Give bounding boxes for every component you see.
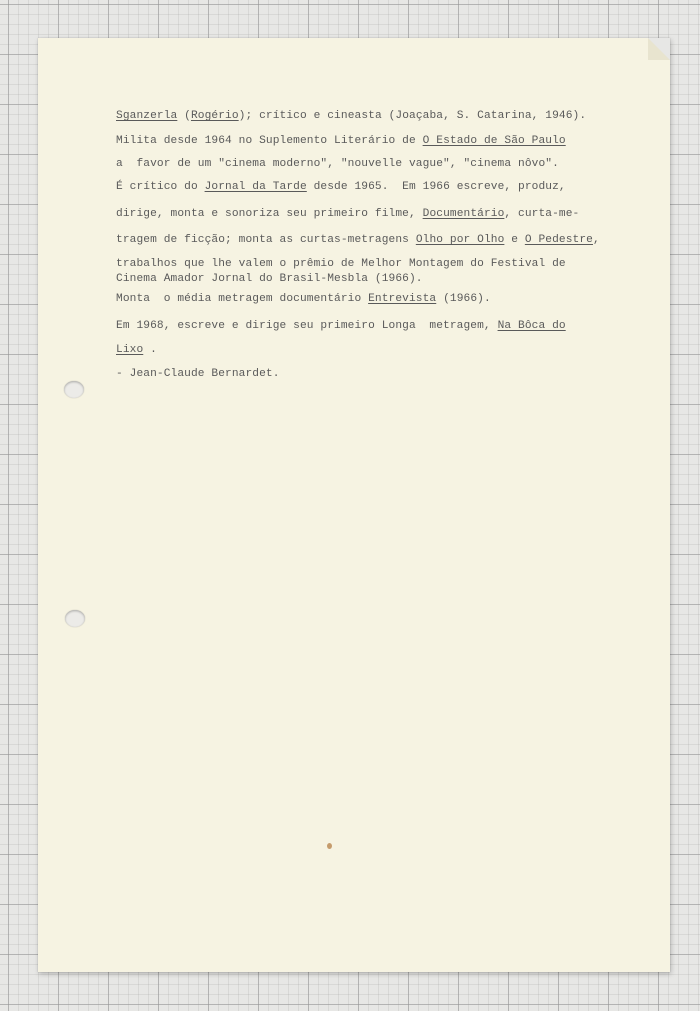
text-line [116, 292, 491, 306]
punch-hole-bottom [65, 610, 85, 627]
text-segment: dirige, monta e sonoriza seu primeiro filme, [116, 208, 423, 220]
underlined-title: Entrevista [368, 293, 437, 305]
text-segment: ); crítico e cineasta (Joaçaba, S. Catarina, 1946). [238, 110, 587, 122]
text-segment: Milita desde 1964 no Suplemento Literário de [116, 135, 423, 147]
text-segment: Em 1968, escreve e dirige seu primeiro Longa metragem, [116, 320, 498, 332]
underlined-title: O Pedestre [524, 234, 593, 246]
text-line [116, 157, 559, 171]
text-segment: , [592, 234, 600, 246]
text-segment: ( [177, 110, 191, 122]
underlined-title: Lixo [116, 344, 144, 356]
text-segment: (1966). [436, 293, 491, 305]
document-page [38, 38, 670, 972]
text-segment: tragem de ficção; monta as curtas-metragens [116, 234, 416, 246]
text-line [116, 257, 566, 271]
text-segment: desde 1965. Em 1966 escreve, produz, [306, 181, 566, 193]
underlined-title: Sganzerla [116, 110, 178, 122]
paper-stain [327, 843, 332, 849]
text-segment: - Jean-Claude Bernardet. [116, 368, 280, 380]
text-line [116, 272, 423, 286]
text-segment: Cinema Amador Jornal do Brasil-Mesbla (1966). [116, 273, 423, 285]
underlined-title: Rogério [190, 110, 239, 122]
text-segment: , curta-me- [504, 208, 580, 220]
text-segment: . [143, 344, 157, 356]
text-segment: trabalhos que lhe valem o prêmio de Melhor Montagem do Festival de [116, 258, 566, 270]
punch-hole-top [64, 381, 84, 398]
text-line [116, 109, 586, 123]
text-line [116, 207, 579, 221]
text-segment: a favor de um "cinema moderno", "nouvelle vague", "cinema nôvo". [116, 158, 559, 170]
text-line [116, 134, 566, 148]
text-line [116, 343, 157, 357]
underlined-title: Olho por Olho [415, 234, 505, 246]
text-segment: É crítico do [116, 181, 205, 193]
text-segment: Monta o média metragem documentário [116, 293, 369, 305]
text-line [116, 319, 566, 333]
text-line [116, 367, 280, 381]
underlined-title: O Estado de São Paulo [422, 135, 566, 147]
text-line [116, 180, 566, 194]
folded-corner [648, 38, 670, 60]
text-line [116, 233, 600, 247]
underlined-title: Documentário [422, 208, 505, 220]
underlined-title: Na Bôca do [497, 320, 566, 332]
underlined-title: Jornal da Tarde [204, 181, 307, 193]
text-segment: e [504, 234, 525, 246]
